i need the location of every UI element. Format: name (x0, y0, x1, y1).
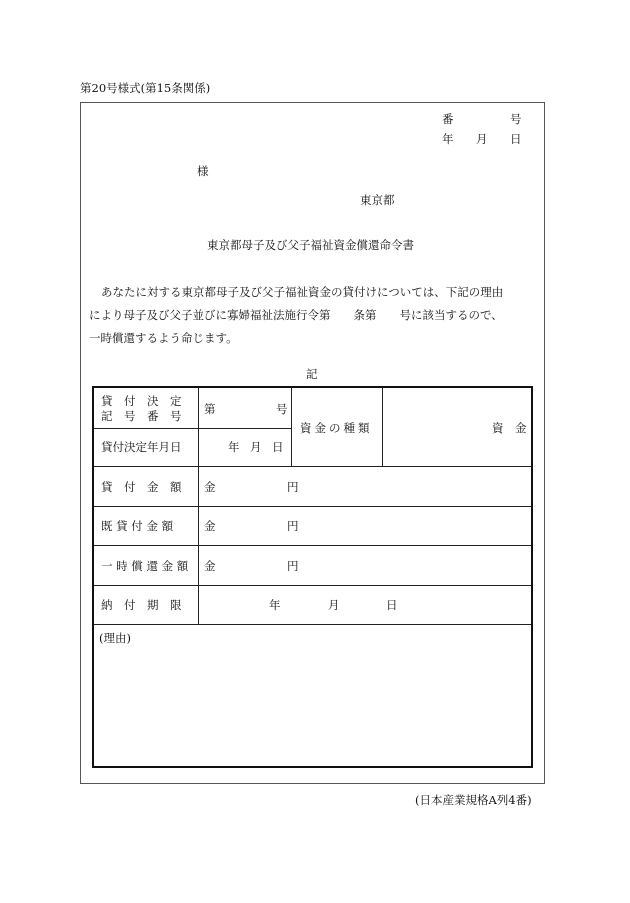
ki-heading: 記 (306, 367, 318, 381)
loan-number-go: 号 (276, 402, 288, 416)
loan-number-label-1: 貸 付 決 定 (101, 394, 182, 408)
col-line (291, 388, 292, 466)
deadline-hi: 日 (386, 598, 398, 612)
col-line (382, 388, 383, 466)
lump-sum-yen: 円 (287, 559, 299, 573)
body-line-2: により母子及び父子並びに寡婦福祉法施行令第 条第 号に該当するので、 (89, 308, 503, 322)
date-day: 日 (510, 132, 522, 146)
row-line (94, 428, 292, 429)
row-line (94, 466, 531, 467)
repaid-amount-label: 既 貸 付 金 額 (101, 519, 174, 533)
loan-number-label-2: 記 号 番 号 (101, 409, 182, 423)
date-year: 年 (442, 132, 454, 146)
date-month: 月 (476, 132, 488, 146)
deadline-nen: 年 (269, 598, 281, 612)
issuer-name: 東京都 (360, 193, 395, 207)
document-title: 東京都母子及び父子福祉資金償還命令書 (207, 238, 414, 252)
fund-type-label: 資金の種類 (300, 421, 373, 435)
form-number: 第20号様式(第15条関係) (80, 81, 211, 95)
reason-label: (理由) (99, 631, 131, 645)
lump-sum-kin: 金 (204, 559, 216, 573)
lump-sum-label: 一 時 償 還 金 額 (101, 559, 189, 573)
loan-number-dai: 第 (204, 402, 216, 416)
loan-amount-label: 貸 付 金 額 (101, 480, 182, 494)
body-line-1: あなたに対する東京都母子及び父子福祉資金の貸付けについては、下記の理由 (101, 285, 504, 299)
repaid-amount-kin: 金 (204, 519, 216, 533)
row-line (94, 545, 531, 546)
row-line (94, 585, 531, 586)
body-text (89, 281, 539, 350)
fund-type-value: 資 金 (492, 421, 527, 435)
row-line (94, 506, 531, 507)
row-line (94, 624, 531, 625)
repaid-amount-yen: 円 (287, 519, 299, 533)
body-line-3: 一時償還するよう命じます。 (89, 331, 238, 345)
number-go: 号 (510, 112, 522, 126)
loan-date-label: 貸付決定年月日 (101, 440, 182, 454)
loan-date-nen: 年 (228, 440, 240, 454)
number-ban: 番 (442, 112, 454, 126)
loan-amount-yen: 円 (287, 480, 299, 494)
loan-amount-kin: 金 (204, 480, 216, 494)
recipient-suffix: 様 (197, 164, 209, 178)
footer-standard: (日本産業規格A列4番) (415, 793, 532, 807)
loan-date-tsuki: 月 (250, 440, 262, 454)
col-line (198, 388, 199, 624)
deadline-tsuki: 月 (328, 598, 340, 612)
details-table (92, 386, 533, 768)
loan-date-hi: 日 (272, 440, 284, 454)
deadline-label: 納 付 期 限 (101, 598, 182, 612)
